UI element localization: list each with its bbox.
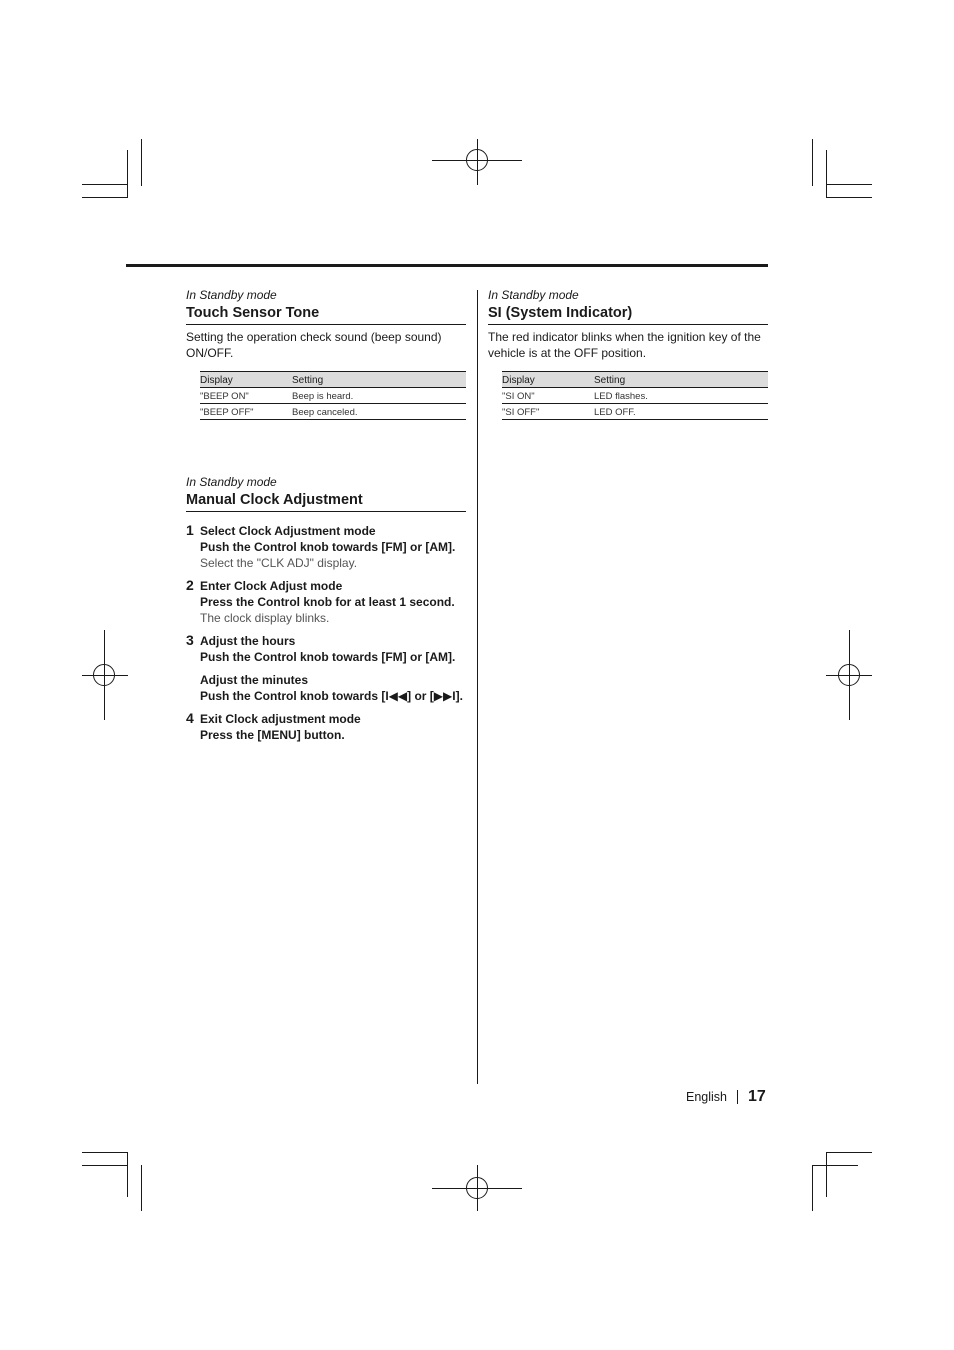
table-row	[200, 388, 466, 404]
step-instruction: Press the Control knob for at least 1 second.	[200, 595, 455, 609]
table-header-row	[200, 372, 466, 388]
step-number: 3	[186, 632, 194, 648]
table-cell: "BEEP OFF"	[200, 404, 292, 420]
section-title: Manual Clock Adjustment	[186, 491, 466, 512]
step-title: Enter Clock Adjust mode	[200, 579, 343, 593]
step-note: Select the "CLK ADJ" display.	[200, 556, 358, 570]
step-title: Select Clock Adjustment mode	[200, 524, 376, 538]
mode-label: In Standby mode	[186, 288, 277, 302]
table-row	[200, 404, 466, 420]
page-number: 17	[748, 1088, 766, 1105]
header-rule	[126, 264, 768, 267]
table-header: Display	[200, 372, 292, 388]
section-description: Setting the operation check sound (beep sound) ON/OFF.	[186, 330, 442, 360]
column-divider	[477, 290, 478, 1084]
section-title: Touch Sensor Tone	[186, 304, 466, 325]
settings-table	[200, 371, 466, 420]
table-cell: "SI ON"	[502, 388, 594, 404]
step-sub-instruction: Push the Control knob towards [I◀◀] or [▶▶I].	[200, 689, 463, 703]
table-cell: Beep is heard.	[292, 388, 466, 404]
table-cell: "BEEP ON"	[200, 388, 292, 404]
table-header: Display	[502, 372, 594, 388]
step-instruction: Press the [MENU] button.	[200, 728, 345, 742]
step-number: 4	[186, 710, 194, 726]
table-header-row	[502, 372, 768, 388]
step-instruction: Push the Control knob towards [FM] or [AM].	[200, 540, 456, 554]
footer-language: English	[686, 1090, 727, 1104]
settings-table	[502, 371, 768, 420]
table-header: Setting	[292, 372, 466, 388]
step-note: The clock display blinks.	[200, 611, 330, 625]
step-instruction: Push the Control knob towards [FM] or [AM].	[200, 650, 456, 664]
section-title: SI (System Indicator)	[488, 304, 768, 325]
mode-label: In Standby mode	[488, 288, 579, 302]
step-title: Adjust the hours	[200, 634, 296, 648]
footer-separator	[737, 1090, 738, 1104]
section-description: The red indicator blinks when the ignition key of the vehicle is at the OFF position.	[488, 330, 761, 360]
mode-label: In Standby mode	[186, 475, 277, 489]
step-title: Exit Clock adjustment mode	[200, 712, 361, 726]
table-cell: LED flashes.	[594, 388, 768, 404]
table-header: Setting	[594, 372, 768, 388]
table-row	[502, 388, 768, 404]
step-number: 2	[186, 577, 194, 593]
table-cell: "SI OFF"	[502, 404, 594, 420]
table-cell: LED OFF.	[594, 404, 768, 420]
step-number: 1	[186, 522, 194, 538]
table-row	[502, 404, 768, 420]
table-cell: Beep canceled.	[292, 404, 466, 420]
step-subtitle: Adjust the minutes	[200, 673, 309, 687]
